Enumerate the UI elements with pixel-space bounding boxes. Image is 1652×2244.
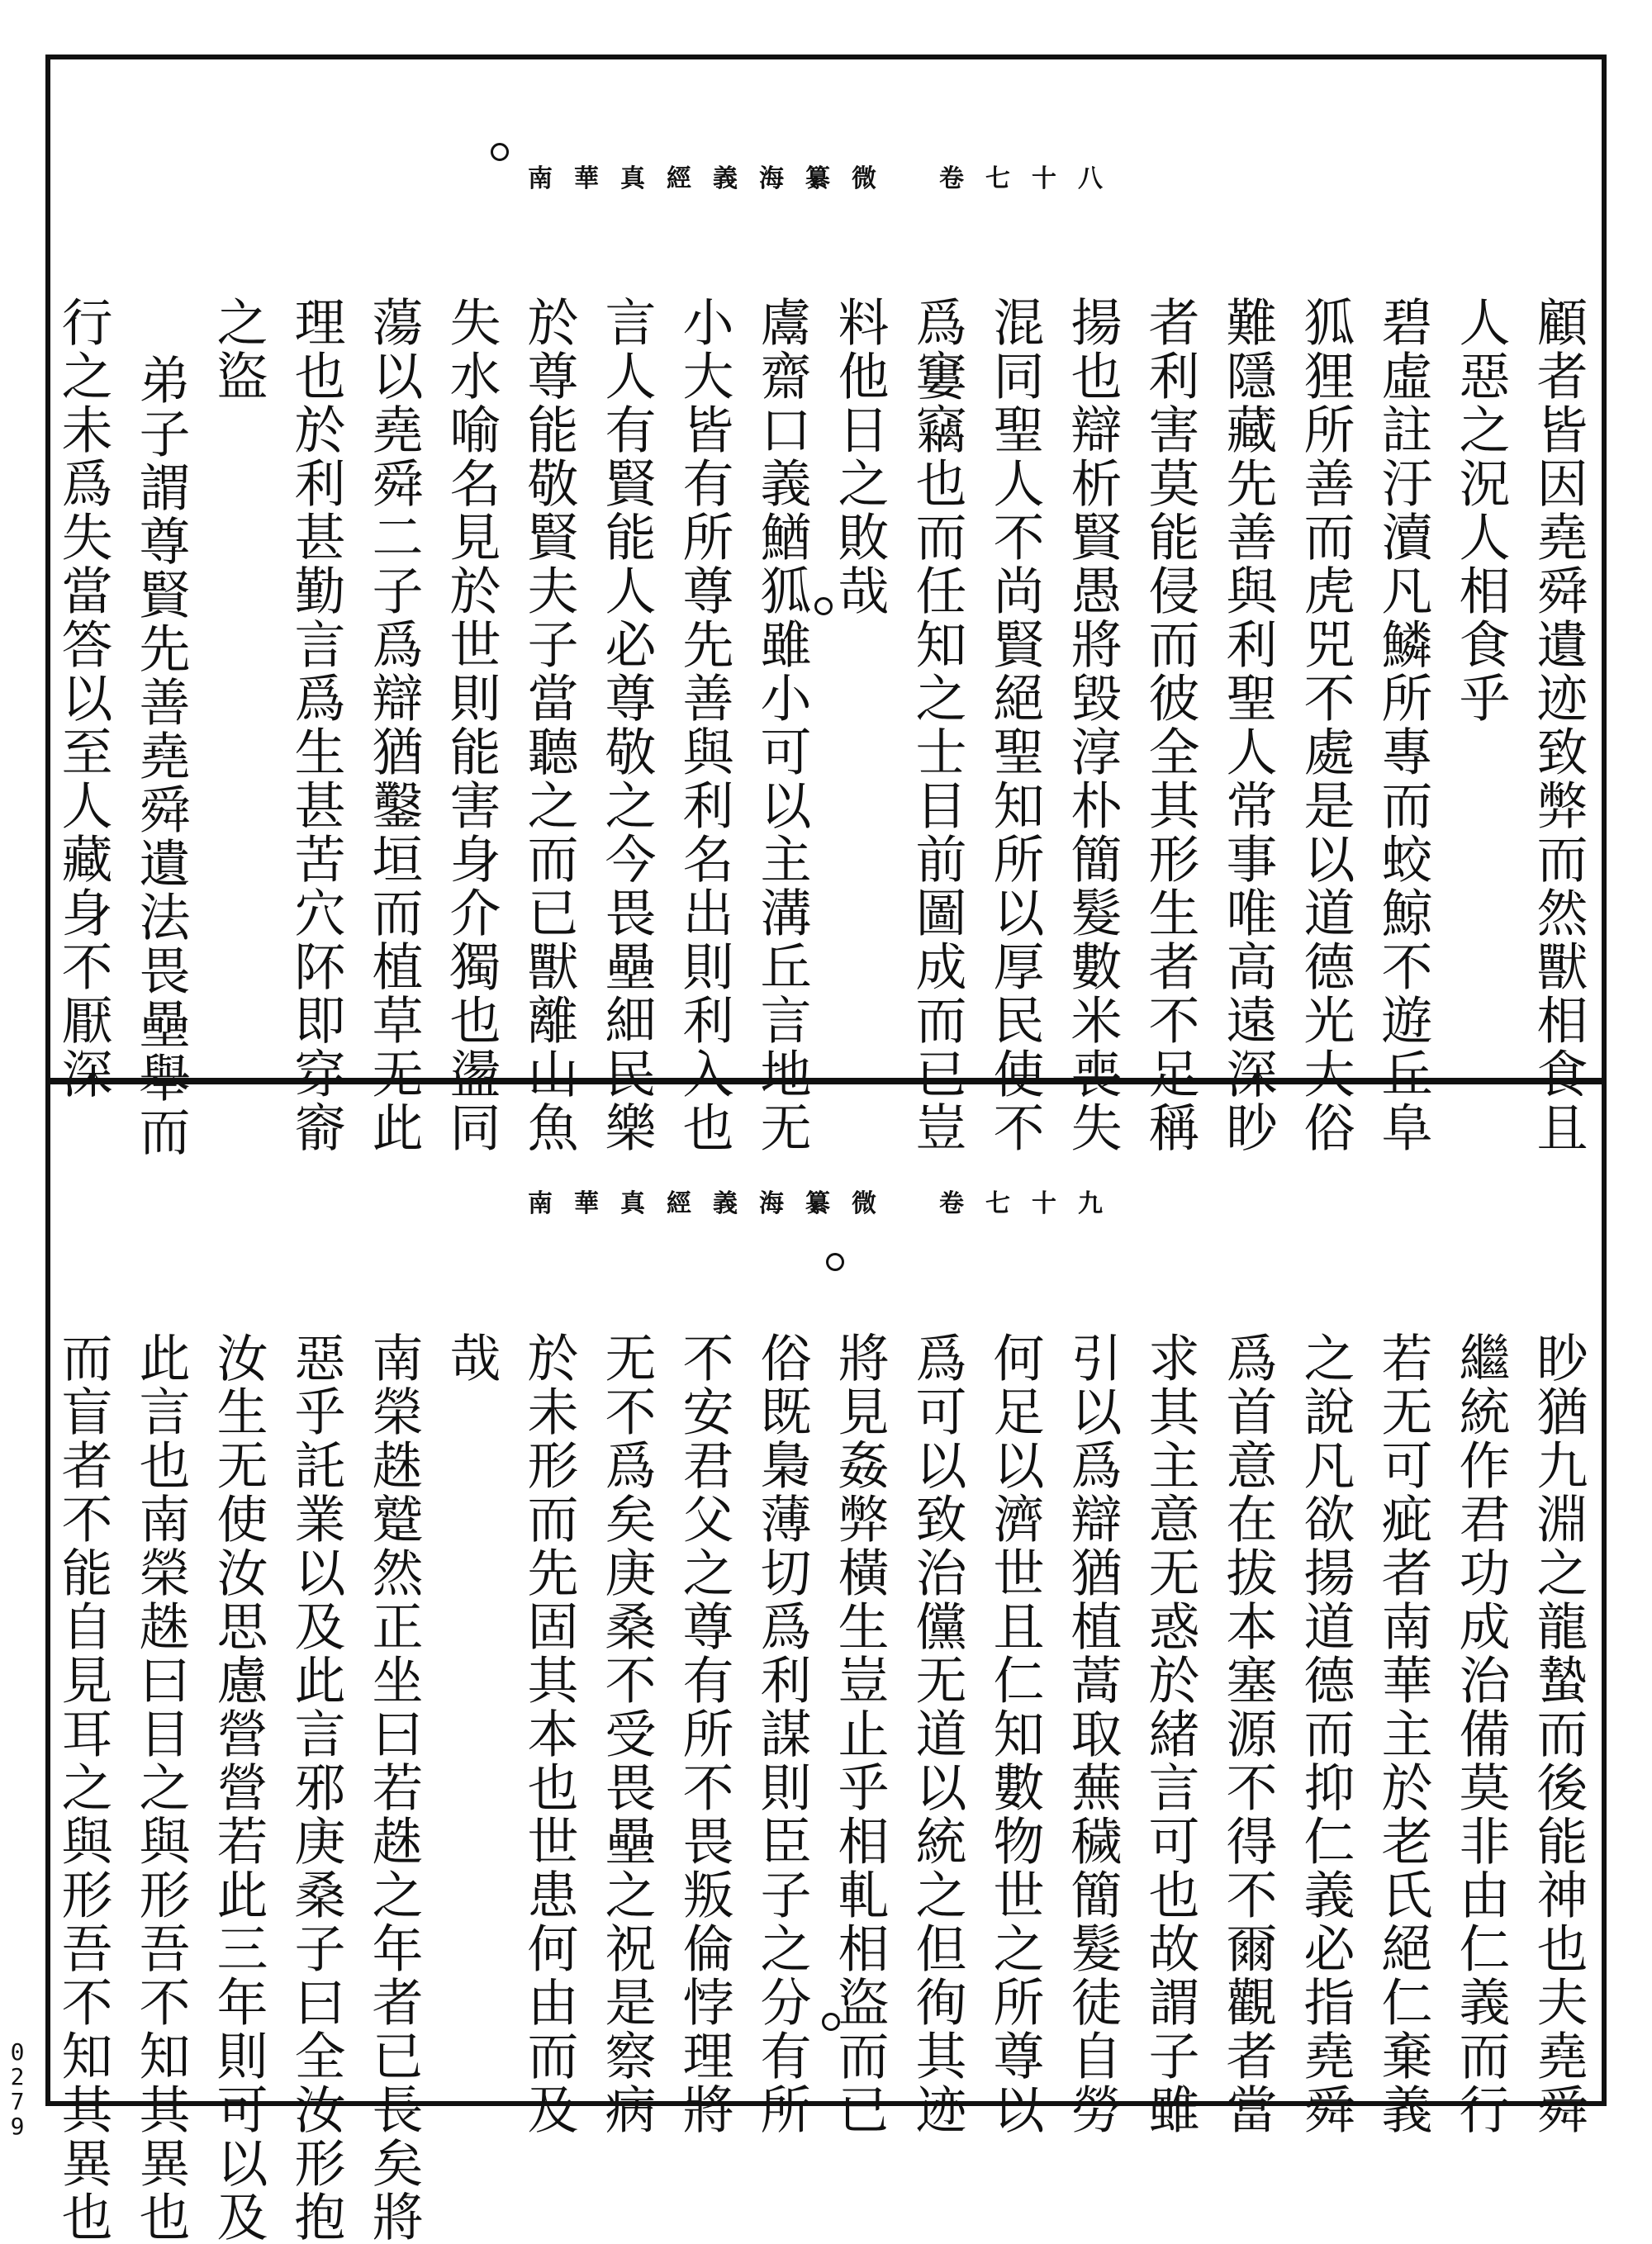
bottom-page-header <box>51 1183 1601 1219</box>
text-column: 混同聖人不尚賢絕聖知所以厚民使不 <box>985 296 1045 1155</box>
text-column: 惡乎託業以及此言邪庚桑子曰全汝形抱 <box>286 1331 346 2244</box>
text-column: 理也於利甚勤言爲生甚苦穴阫即穿窬 <box>286 296 346 1155</box>
text-column: 之說凡欲揚道德而抑仁義必指堯舜 <box>1295 1331 1355 2137</box>
section-circle-mark <box>826 1253 844 1271</box>
text-column: 引以爲辯猶植蒿取蕪穢簡髮徒自勞 <box>1062 1331 1123 2137</box>
text-column: 弟子謂尊賢先善堯舜遺法畏壘舉而 <box>131 353 191 1159</box>
text-column: 料他日之敗哉 <box>829 296 890 618</box>
text-column: 爲窶竊也而任知之士目前圖成而已豈 <box>907 296 967 1155</box>
bottom-header-volume: 卷七十九 <box>939 1189 1124 1218</box>
text-column: 人惡之況人相食乎 <box>1450 296 1511 725</box>
text-column: 於尊能敬賢夫子當聽之而已獸離山魚 <box>519 296 579 1155</box>
text-column: 之盜 <box>208 296 268 403</box>
text-column: 狐狸所善而虎兕不處是以道德光大俗 <box>1295 296 1355 1155</box>
text-column: 者利害莫能侵而彼全其形生者不足稱 <box>1140 296 1200 1155</box>
bottom-page-text <box>50 1331 1591 2244</box>
bottom-header-title: 南華真經義海纂微 <box>528 1189 898 1218</box>
text-column: 小大皆有所尊先善與利名出則利入也 <box>674 296 734 1155</box>
text-column: 此言也南榮趎曰目之與形吾不知其異也 <box>131 1331 191 2244</box>
text-column: 爲可以致治儻无道以統之但徇其迹 <box>907 1331 967 2137</box>
top-header-volume: 卷七十八 <box>939 164 1124 193</box>
text-column: 南榮趎蹵然正坐曰若趎之年者已長矣將 <box>363 1331 424 2244</box>
text-column: 无不爲矣庚桑不受畏壘之祝是察病 <box>596 1331 657 2137</box>
bottom-page <box>51 1084 1601 2244</box>
text-column: 而盲者不能自見耳之與形吾不知其異也 <box>53 1331 113 2244</box>
top-page-header <box>51 158 1601 194</box>
text-column: 爲首意在拔本塞源不得不爾觀者當 <box>1218 1331 1278 2137</box>
text-column: 難隱藏先善與利聖人常事唯高遠深眇 <box>1218 296 1278 1155</box>
text-column: 不安君父之尊有所不畏叛倫悖理將 <box>674 1331 734 2137</box>
text-column: 言人有賢能人必尊敬之今畏壘細民樂 <box>596 296 657 1155</box>
text-column: 失水喻名見於世則能害身介獨也盪同 <box>441 296 501 1155</box>
section-circle-mark <box>491 143 509 161</box>
text-column: 揚也辯析賢愚將毀淳朴簡髮數米喪失 <box>1062 296 1123 1155</box>
text-column: 求其主意无惑於緒言可也故謂子雖 <box>1140 1331 1200 2137</box>
text-column: 行之未爲失當答以至人藏身不厭深 <box>53 296 113 1101</box>
text-column: 鬳齋口義鰌狐雖小可以主溝丘言地无 <box>752 296 812 1155</box>
text-column: 汝生无使汝思慮營營若此三年則可以及 <box>208 1331 268 2244</box>
text-column: 將見姦弊橫生豈止乎相軋相盜而已 <box>829 1331 890 2137</box>
text-column: 若无可疵者南華主於老氏絕仁棄義 <box>1373 1331 1433 2137</box>
text-column: 繼統作君功成治備莫非由仁義而行 <box>1450 1331 1511 2137</box>
top-page-text <box>50 296 1591 1159</box>
text-column: 碧虛註汙瀆凡鱗所專而蛟鯨不遊丘阜 <box>1373 296 1433 1155</box>
text-column: 顧者皆因堯舜遺迹致弊而然獸相食且 <box>1528 296 1588 1155</box>
text-column: 蕩以堯舜二子爲辯猶鑿垣而植草无此 <box>363 296 424 1155</box>
top-page <box>51 60 1601 1159</box>
text-column: 何足以濟世且仁知數物世之所尊以 <box>985 1331 1045 2137</box>
text-column: 哉 <box>441 1331 501 1385</box>
text-column: 於未形而先固其本也世患何由而及 <box>519 1331 579 2137</box>
text-column: 眇猶九淵之龍蟄而後能神也夫堯舜 <box>1528 1331 1588 2137</box>
page-number: 0 2 7 9 <box>10 2038 25 2140</box>
top-header-title: 南華真經義海纂微 <box>528 164 898 193</box>
text-column: 俗既梟薄切爲利謀則臣子之分有所 <box>752 1331 812 2137</box>
